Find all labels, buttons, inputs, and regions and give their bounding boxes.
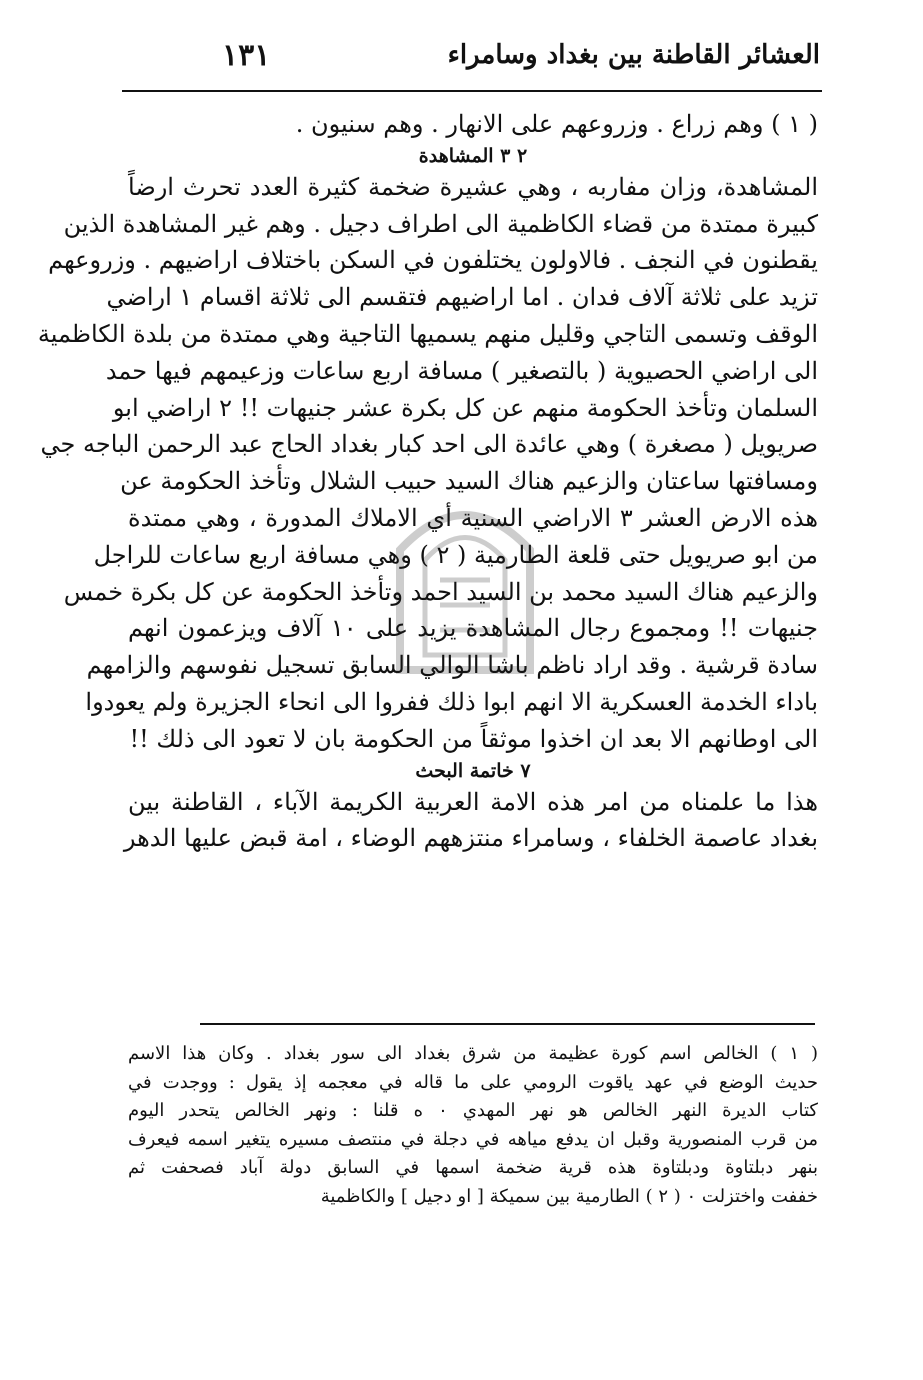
text-line: والزعيم هناك السيد محمد بن السيد احمد وتأخذ الحكومة عن كل بكرة خمس: [63, 577, 818, 606]
footnote-line: بنهر دبلتاوة ودبلتاوة هذه قرية ضخمة اسمها في السابق دولة آباد فصحفت ثم: [128, 1157, 818, 1178]
text-line: الى اوطانهم الا بعد ان اخذوا موثقاً من الحكومة بان لا تعود الى ذلك !!: [129, 724, 818, 753]
footnote-line: حديث الوضع في عهد ياقوت الرومي على ما قاله في معجمه إذ يقول : ووجدت في: [128, 1071, 818, 1093]
text-line: المشاهدة، وزان مفاربه ، وهي عشيرة ضخمة كثيرة العدد تحرث ارضاً: [128, 172, 818, 201]
text-line: تزيد على ثلاثة آلاف فدان . اما اراضيهم فتقسم الى ثلاثة اقسام ١ اراضي: [106, 283, 818, 312]
running-title: العشائر القاطنة بين بغداد وسامراء: [447, 40, 820, 70]
text-line: كبيرة ممتدة من قضاء الكاظمية الى اطراف دجيل . وهم غير المشاهدة الذين: [63, 209, 818, 238]
text-line: هذا ما علمناه من امر هذه الامة العربية الكريمة الآباء ، القاطنة بين: [128, 787, 818, 816]
footnote-line: كتاب الديرة النهر الخالص هو نهر المهدي ٠ ه قلنا : ونهر الخالص يتحدر اليوم: [128, 1100, 818, 1121]
footnotes: [128, 1040, 818, 1211]
section-heading: ٢ ٣ المشاهدة: [418, 144, 528, 167]
text-line: جنيهات !! ومجموع رجال المشاهدة يزيد على ١٠ آلاف ويزعمون انهم: [128, 614, 819, 643]
footnote-line: من قرب المنصورية وقبل ان يدفع مياهه في دجلة في منتصف مسيره يتغير اسمه فيعرف: [128, 1128, 818, 1150]
header-rule: [122, 90, 822, 92]
text-line: الوقف وتسمى التاجي وقليل منهم يسميها التاجية وهي ممتدة من بلدة الكاظمية: [37, 319, 818, 348]
page-number: ١٣١: [222, 38, 271, 73]
footnote-line: ( ١ ) الخالص اسم كورة عظيمة من شرق بغداد الى سور بغداد . وكان هذا الاسم: [128, 1043, 818, 1064]
library-stamp-icon: [380, 480, 550, 680]
text-line: سادة قرشية . وقد اراد ناظم باشا الوالي السابق تسجيل نفوسهم والزامهم: [86, 651, 818, 680]
text-line: باداء الخدمة العسكرية الا انهم ابوا ذلك ففروا الى انحاء الجزيرة ولم يعودوا: [85, 687, 818, 716]
footnote-line: خففت واختزلت ٠ ( ٢ ) الطارمية بين سميكة [ او دجيل ] والكاظمية: [320, 1185, 818, 1207]
footnote-rule: [200, 1023, 815, 1025]
text-line: هذه الارض العشر ٣ الاراضي السنية أي الاملاك المدورة ، وهي ممتدة: [128, 503, 818, 532]
page-header: [120, 38, 820, 88]
text-line: من ابو صريويل حتى قلعة الطارمية ( ٢ ) وهي مسافة اربع ساعات للراجل: [93, 540, 818, 569]
text-line: السلمان وتأخذ الحكومة منهم عن كل بكرة عشر جنيهات !! ٢ اراضي ابو: [112, 393, 818, 422]
text-line: صريويل ( مصغرة ) وهي عائدة الى احد كبار بغداد الحاج عبد الرحمن الباجه جي: [40, 430, 818, 459]
text-line: بغداد عاصمة الخلفاء ، وسامراء منتزههم الوضاء ، امة قبض عليها الدهر: [123, 824, 818, 853]
text-line: ( ١ ) وهم زراع . وزروعهم على الانهار . وهم سنيون .: [295, 110, 818, 138]
section-heading: ٧ خاتمة البحث: [415, 759, 531, 782]
text-line: ومسافتها ساعتان والزعيم هناك السيد حبيب الشلال وتأخذ الحكومة عن: [120, 467, 818, 496]
text-line: الى اراضي الحصيوية ( بالتصغير ) مسافة اربع ساعات وزعيمهم فيها حمد: [105, 356, 818, 385]
text-line: يقطنون في النجف . فالاولون يختلفون في السكن باختلاف اراضيهم . وزروعهم: [48, 246, 818, 275]
